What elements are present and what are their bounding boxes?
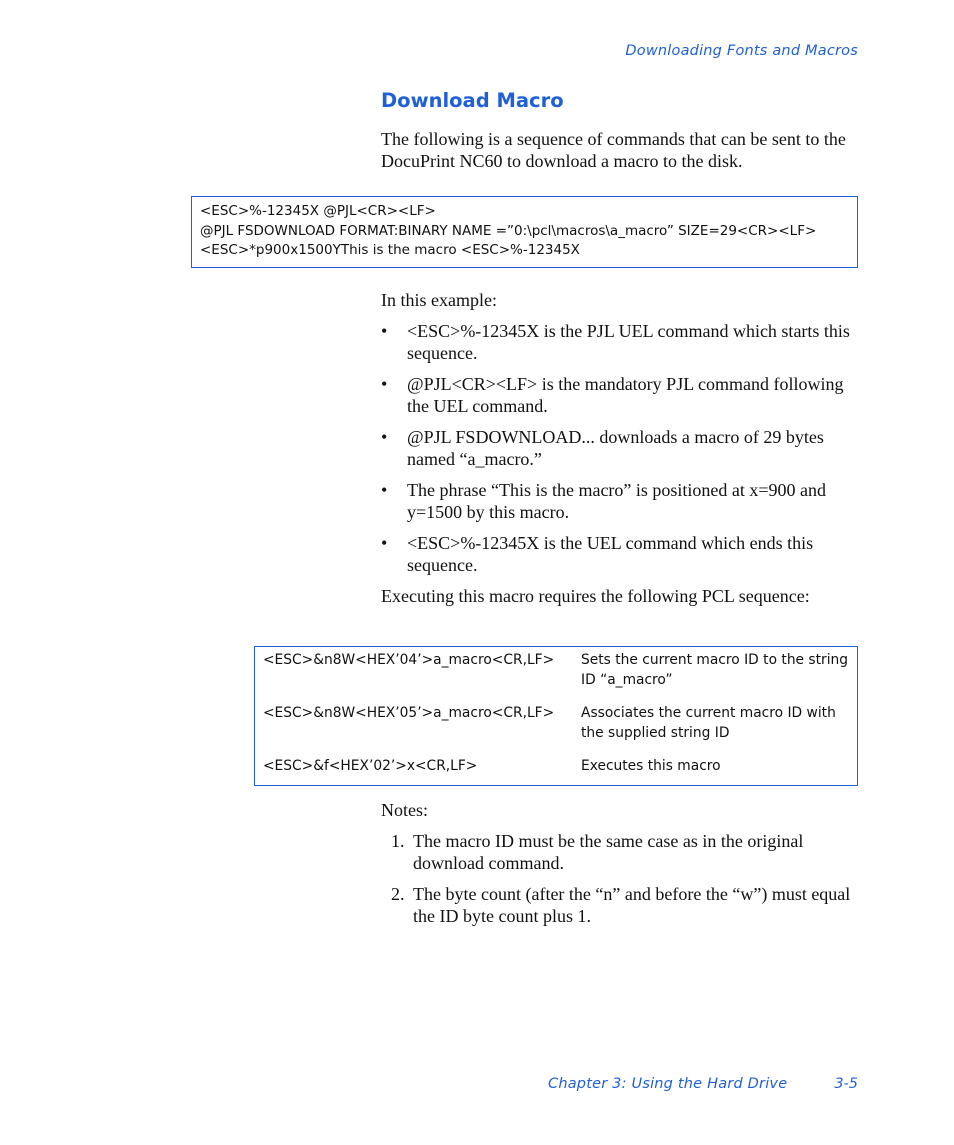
- bullet-item: • <ESC>%-12345X is the PJL UEL command which starts this sequence.: [381, 320, 861, 364]
- intro-paragraph: The following is a sequence of commands that can be sent to the DocuPrint NC60 to download a macro to the disk.: [381, 129, 846, 171]
- note-item: [381, 883, 861, 927]
- code-line: <ESC>*p900x1500YThis is the macro <ESC>%-12345X: [200, 242, 580, 258]
- bullet-item: • @PJL FSDOWNLOAD... downloads a macro of 29 bytes named “a_macro.”: [381, 426, 861, 470]
- pcl-command-cell: <ESC>&f<HEX’02’>x<CR,LF>: [263, 758, 478, 774]
- note-number: 2.: [391, 884, 405, 904]
- pcl-command-cell: <ESC>&n8W<HEX’05’>a_macro<CR,LF>: [263, 705, 555, 721]
- note-text: The byte count (after the “n” and before the “w”) must equal the ID byte count plus 1.: [413, 884, 851, 926]
- pcl-description-cell: Sets the current macro ID to the string ID “a_macro”: [581, 652, 849, 688]
- note-text: The macro ID must be the same case as in the original download command.: [413, 831, 804, 873]
- bullet-item: • @PJL<CR><LF> is the mandatory PJL command following the UEL command.: [381, 373, 861, 417]
- code-block: [191, 196, 858, 268]
- bullet-item: • The phrase “This is the macro” is positioned at x=900 and y=1500 by this macro.: [381, 479, 861, 523]
- running-header: Downloading Fonts and Macros: [625, 43, 858, 59]
- pcl-description-cell: Associates the current macro ID with the supplied string ID: [581, 705, 836, 741]
- footer-chapter-title: Chapter 3: Using the Hard Drive: [548, 1076, 788, 1092]
- note-item: [381, 830, 861, 874]
- bullet-item: • <ESC>%-12345X is the UEL command which ends this sequence.: [381, 532, 861, 576]
- pcl-command-cell: <ESC>&n8W<HEX’04’>a_macro<CR,LF>: [263, 652, 555, 668]
- execution-paragraph: Executing this macro requires the following PCL sequence:: [381, 586, 810, 606]
- section-title: Download Macro: [381, 89, 564, 112]
- page-number: 3-5: [834, 1076, 858, 1092]
- code-line: <ESC>%-12345X @PJL<CR><LF>: [200, 203, 436, 219]
- notes-list: [381, 830, 861, 936]
- pcl-description-cell: Executes this macro: [581, 758, 721, 774]
- notes-label: Notes:: [381, 800, 428, 820]
- note-number: 1.: [391, 831, 405, 851]
- example-label: In this example:: [381, 290, 497, 310]
- pcl-sequence-table: [254, 646, 858, 786]
- code-line: @PJL FSDOWNLOAD FORMAT:BINARY NAME =”0:\pcl\macros\a_macro” SIZE=29<CR><LF>: [200, 222, 817, 239]
- example-bullet-list: [381, 320, 861, 585]
